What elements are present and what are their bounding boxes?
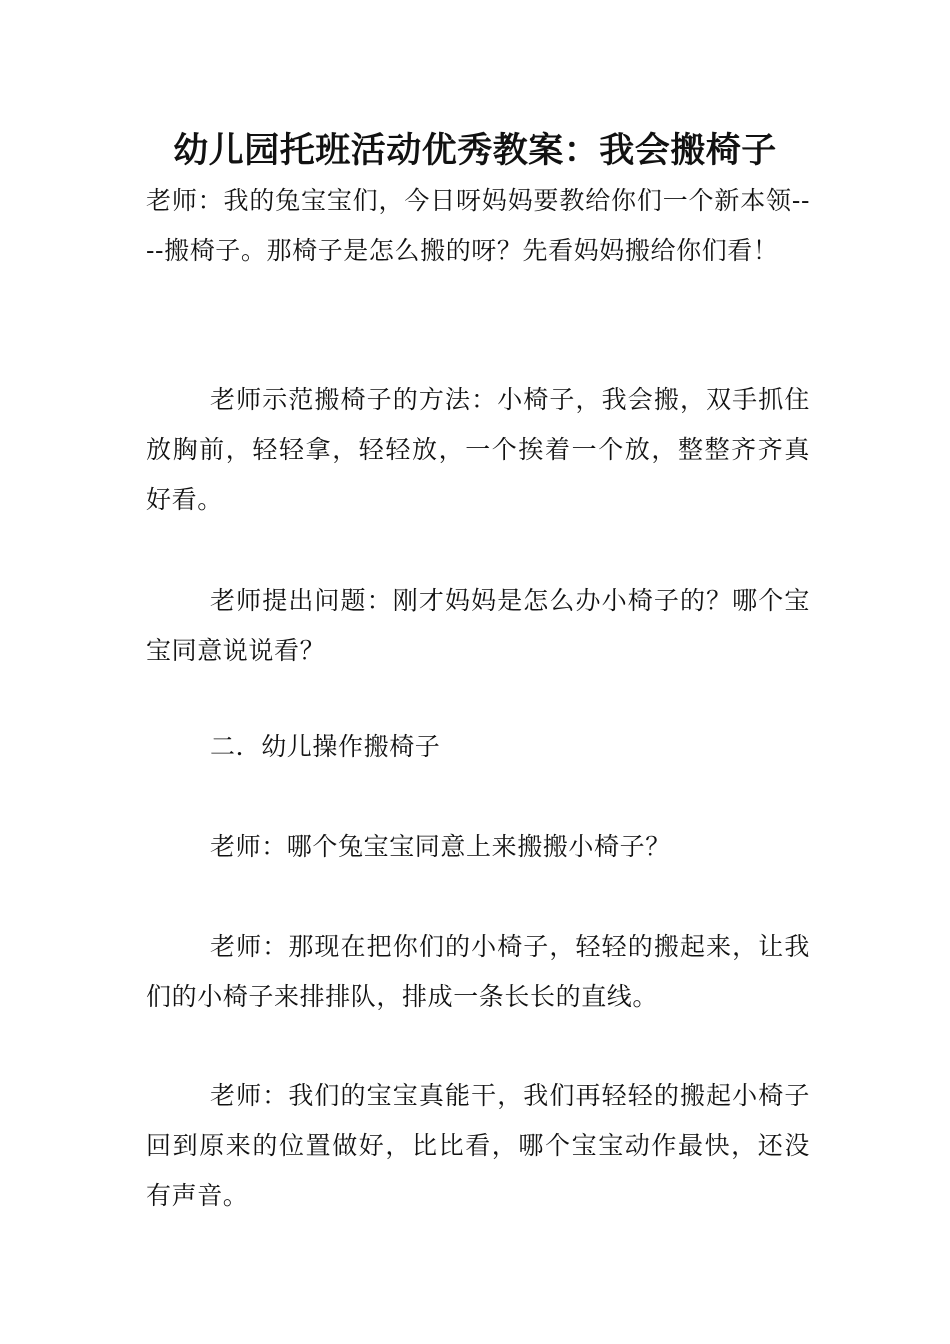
document-title: 幼儿园托班活动优秀教案：我会搬椅子 bbox=[173, 131, 777, 171]
paragraph-return-chairs: 老师：我们的宝宝真能干，我们再轻轻的搬起小椅子回到原来的位置做好，比比看，哪个宝宝动作最快，还没有声音。 bbox=[146, 1081, 810, 1210]
paragraph-line-up: 老师：那现在把你们的小椅子，轻轻的搬起来，让我们的小椅子来排排队，排成一条长长的直线。 bbox=[146, 932, 810, 1011]
section-heading-child-practice: 二．幼儿操作搬椅子 bbox=[210, 732, 441, 761]
paragraph-demonstration: 老师示范搬椅子的方法：小椅子，我会搬，双手抓住放胸前，轻轻拿，轻轻放，一个挨着一个放，整整齐齐真好看。 bbox=[146, 385, 810, 514]
paragraph-question: 老师提出问题：刚才妈妈是怎么办小椅子的？哪个宝宝同意说说看？ bbox=[146, 586, 810, 665]
paragraph-volunteer: 老师：哪个兔宝宝同意上来搬搬小椅子？ bbox=[210, 832, 671, 861]
paragraph-teacher-intro: 老师：我的兔宝宝们，今日呀妈妈要教给你们一个新本领----搬椅子。那椅子是怎么搬的呀？先看妈妈搬给你们看！ bbox=[146, 186, 810, 265]
